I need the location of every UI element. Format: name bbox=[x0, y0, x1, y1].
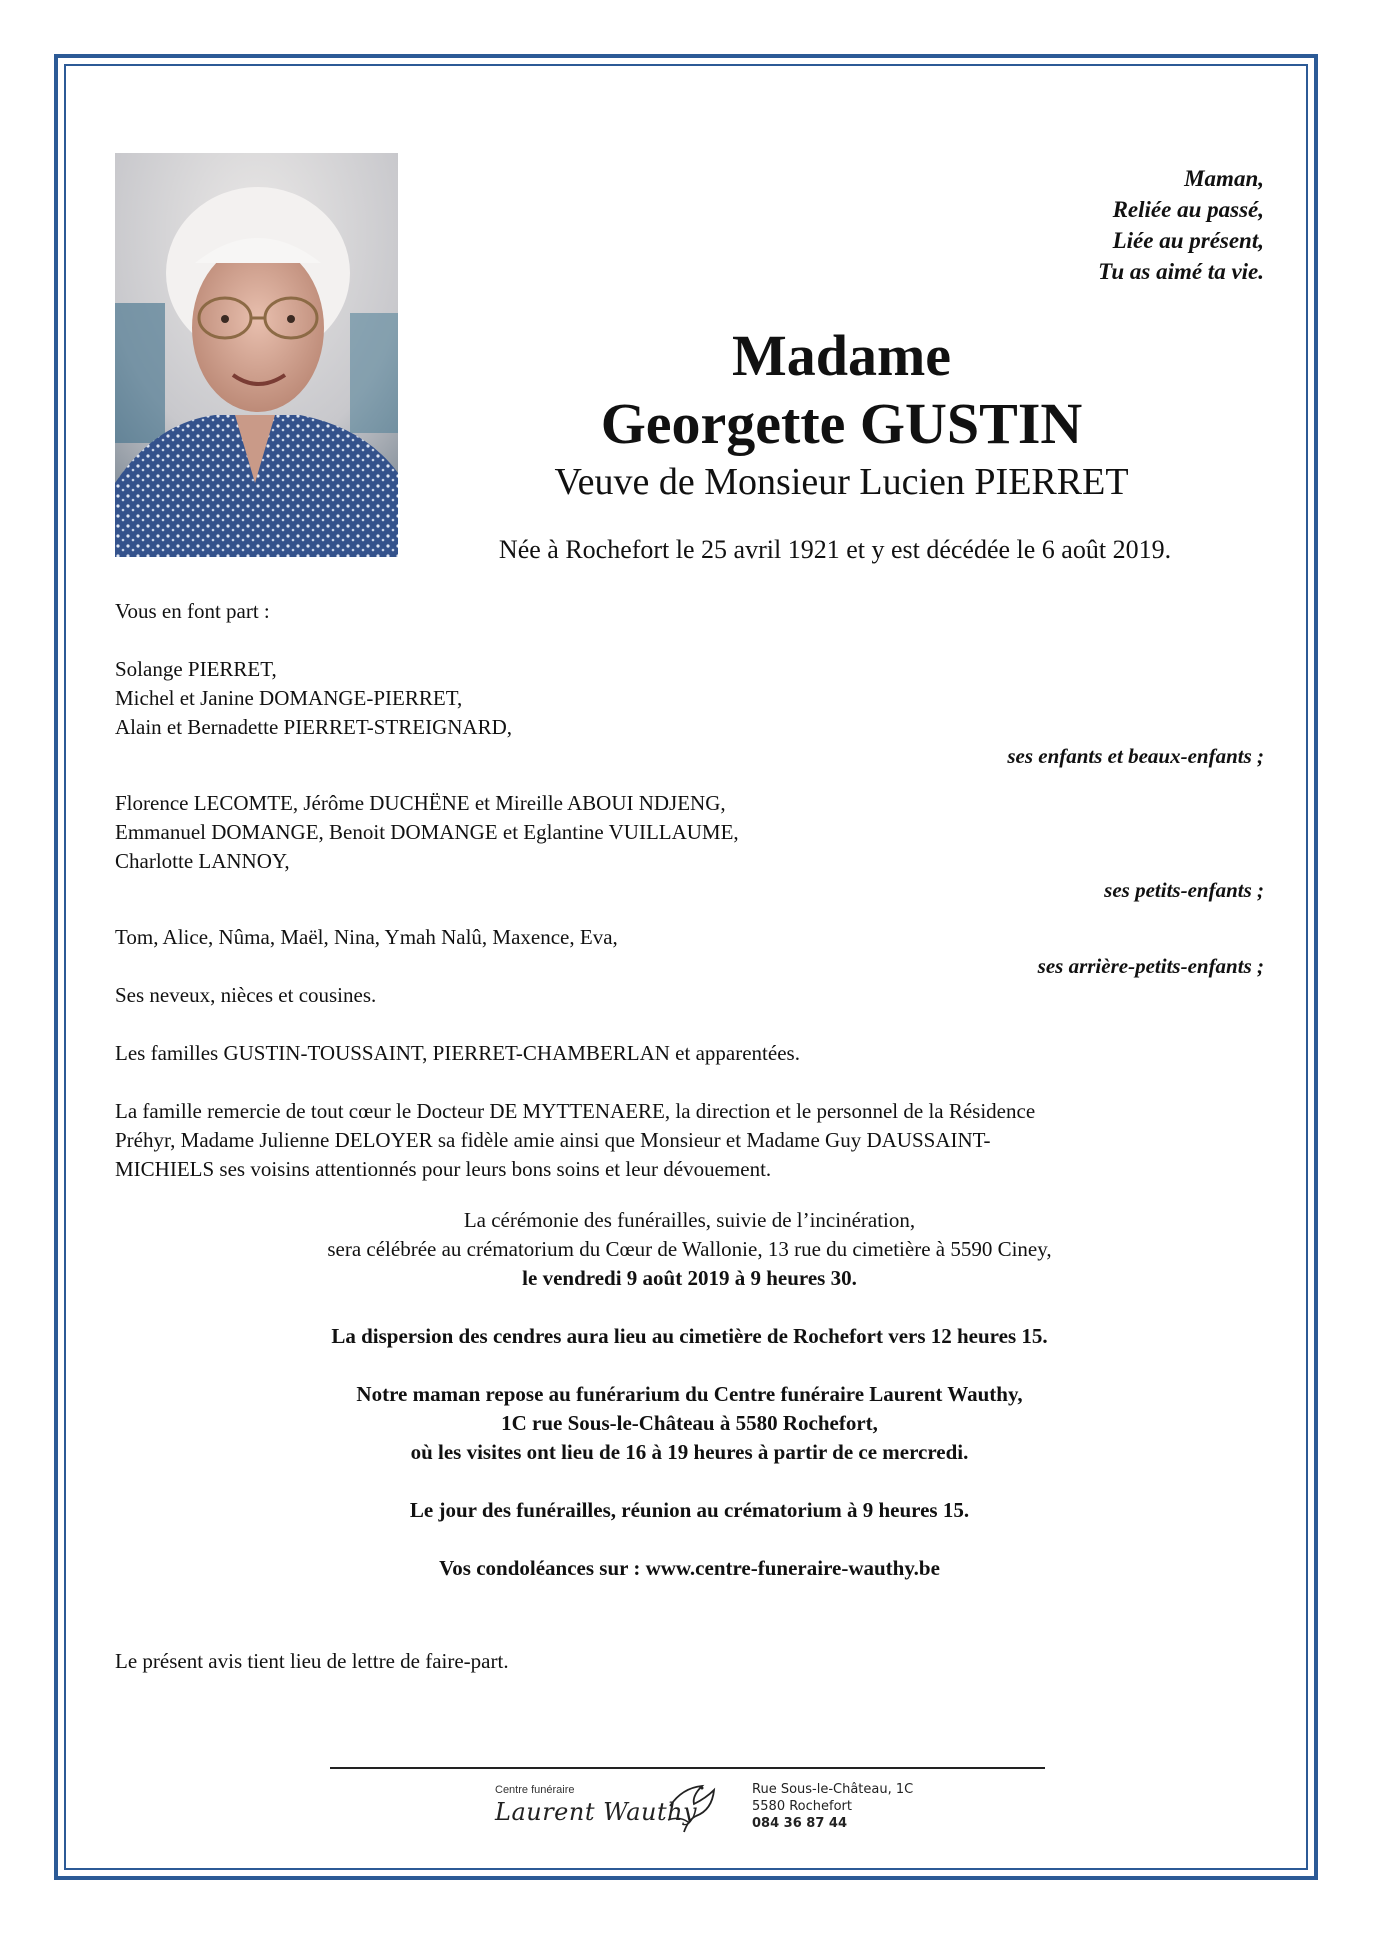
footer-divider bbox=[330, 1767, 1045, 1769]
rest-line: 1C rue Sous-le-Château à 5580 Rochefort, bbox=[501, 1411, 878, 1435]
poem-line: Liée au présent, bbox=[1112, 228, 1264, 253]
thanks-line: Préhyr, Madame Julienne DELOYER sa fidèle amie ainsi que Monsieur et Madame Guy DAUSSAINT- bbox=[115, 1128, 991, 1152]
child-line: Solange PIERRET, bbox=[115, 657, 277, 681]
child-line: Michel et Janine DOMANGE-PIERRET, bbox=[115, 686, 463, 710]
grandchild-line: Emmanuel DOMANGE, Benoit DOMANGE et Eglantine VUILLAUME, bbox=[115, 820, 739, 844]
great-grandchildren-label: ses arrière-petits-enfants ; bbox=[1037, 954, 1264, 978]
children-label: ses enfants et beaux-enfants ; bbox=[1007, 744, 1264, 768]
notice-line: Le présent avis tient lieu de lettre de faire-part. bbox=[115, 1649, 509, 1673]
deceased-name: Georgette GUSTIN bbox=[600, 391, 1083, 456]
grandchild-line: Charlotte LANNOY, bbox=[115, 849, 290, 873]
grandchildren-label: ses petits-enfants ; bbox=[1104, 878, 1264, 902]
rest-line: où les visites ont lieu de 16 à 19 heures à partir de ce mercredi. bbox=[410, 1440, 969, 1464]
logo-address-line: 5580 Rochefort bbox=[752, 1799, 852, 1814]
grandchild-line: Florence LECOMTE, Jérôme DUCHËNE et Mireille ABOUI NDJENG, bbox=[115, 791, 726, 815]
child-line: Alain et Bernadette PIERRET-STREIGNARD, bbox=[115, 715, 513, 739]
rest-line: Notre maman repose au funérarium du Centre funéraire Laurent Wauthy, bbox=[356, 1382, 1023, 1406]
dispersion-line: La dispersion des cendres aura lieu au cimetière de Rochefort vers 12 heures 15. bbox=[331, 1324, 1048, 1348]
deceased-title: Madame bbox=[731, 323, 952, 388]
logo-address-line: Rue Sous-le-Château, 1C bbox=[752, 1782, 914, 1797]
ceremony-date: le vendredi 9 août 2019 à 9 heures 30. bbox=[522, 1266, 857, 1290]
ceremony-details bbox=[115, 1206, 1264, 1583]
condolences-line: Vos condoléances sur : www.centre-funeraire-wauthy.be bbox=[439, 1556, 940, 1580]
poem-line: Tu as aimé ta vie. bbox=[1098, 259, 1264, 284]
great-grandchildren-line: Tom, Alice, Nûma, Maël, Nina, Ymah Nalû, Maxence, Eva, bbox=[115, 925, 618, 949]
logo-phone: 084 36 87 44 bbox=[752, 1816, 847, 1831]
widow-of: Veuve de Monsieur Lucien PIERRET bbox=[554, 461, 1129, 503]
ceremony-line: La cérémonie des funérailles, suivie de l’incinération, bbox=[463, 1208, 916, 1232]
dove-icon bbox=[662, 1776, 720, 1836]
portrait-photo bbox=[115, 153, 398, 557]
birth-death-dates: Née à Rochefort le 25 avril 1921 et y est décédée le 6 août 2019. bbox=[498, 535, 1172, 564]
logo-name: Laurent Wauthy bbox=[495, 1798, 698, 1826]
relatives-line: Ses neveux, nièces et cousines. bbox=[115, 983, 377, 1007]
poem-line: Reliée au passé, bbox=[1112, 197, 1264, 222]
deceased-name-block bbox=[500, 322, 1183, 506]
families-line: Les familles GUSTIN-TOUSSAINT, PIERRET-CHAMBERLAN et apparentées. bbox=[115, 1041, 800, 1065]
ceremony-line: sera célébrée au crématorium du Cœur de Wallonie, 13 rue du cimetière à 5590 Ciney, bbox=[327, 1237, 1052, 1261]
thanks-line: MICHIELS ses voisins attentionnés pour leurs bons soins et leur dévouement. bbox=[115, 1157, 772, 1181]
intro-text: Vous en font part : bbox=[115, 599, 270, 623]
thanks-line: La famille remercie de tout cœur le Docteur DE MYTTENAERE, la direction et le personnel de la Résidence bbox=[115, 1099, 1036, 1123]
logo-subtitle: Centre funéraire bbox=[495, 1784, 575, 1796]
logo-address bbox=[752, 1781, 913, 1832]
meeting-line: Le jour des funérailles, réunion au crématorium à 9 heures 15. bbox=[409, 1498, 970, 1522]
announcement-body bbox=[115, 597, 1264, 1184]
funeral-home-logo bbox=[490, 1770, 930, 1844]
poem bbox=[1098, 163, 1264, 287]
poem-line: Maman, bbox=[1184, 166, 1264, 191]
